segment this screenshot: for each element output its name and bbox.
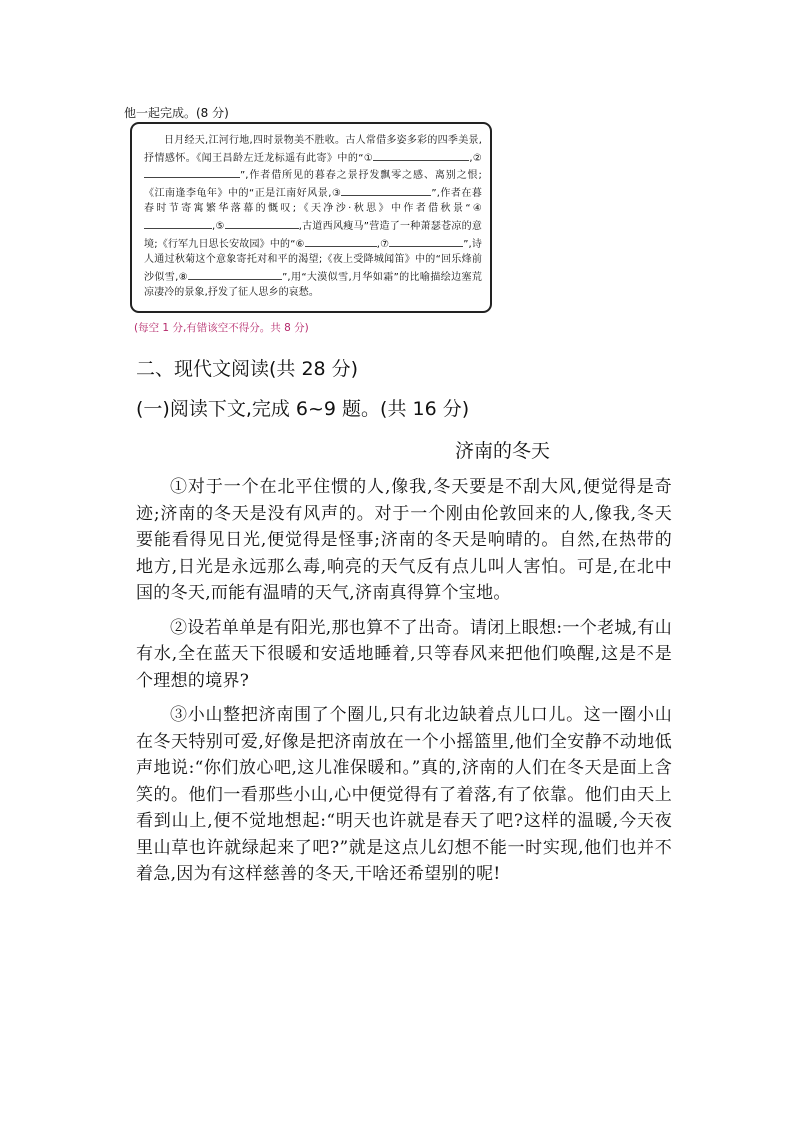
subsection-heading: (一)阅读下文,完成 6~9 题。(共 16 分) [136, 398, 470, 420]
blank-6[interactable] [305, 235, 377, 247]
blank-7[interactable] [389, 235, 463, 247]
blank-4[interactable] [144, 217, 212, 229]
passage-seg-7: ,⑦ [376, 238, 390, 250]
passage-seg-8: ”,诗人通过秋菊这个意象寄托对和平的渴望;《夜上受降城闻笛》中的“回乐烽前沙似雪,⑧ [144, 238, 482, 283]
passage-seg-5: ,⑤ [212, 220, 225, 232]
fill-in-box [130, 122, 492, 313]
passage-seg-3: ”,作者借所见的暮春之景抒发飘零之感、离别之恨;《江南逢李龟年》中的“正是江南好风景,③ [144, 170, 482, 199]
blank-1[interactable] [373, 149, 469, 161]
article-title: 济南的冬天 [455, 440, 551, 462]
scoring-note: (每空 1 分,有错该空不得分。共 8 分) [134, 322, 309, 334]
intro-line: 他一起完成。(8 分) [124, 106, 229, 120]
blank-5[interactable] [225, 217, 299, 229]
article-body [136, 474, 672, 896]
paragraph-1: ①对于一个在北平住惯的人,像我,冬天要是不刮大风,便觉得是奇迹;济南的冬天是没有风声的。对于一个刚由伦敦回来的人,像我,冬天要能看得见日光,便觉得是怪事;济南的冬天是响晴的。自然,在热带的地方,日光是永远那么毒,响亮的天气反有点儿叫人害怕。可是,在北中国的冬天,而能有温晴的天气,济南真得算个宝地。 [136, 477, 672, 603]
blank-3[interactable] [341, 184, 431, 196]
fill-in-passage [144, 133, 482, 301]
blank-2[interactable] [144, 166, 240, 178]
passage-seg-1: 日月经天,江河行地,四时景物美不胜收。古人常借多姿多彩的四季美景,抒情感怀。《闻王昌龄左迁龙标遥有此寄》中的“① [144, 135, 482, 164]
paragraph-3: ③小山整把济南围了个圈儿,只有北边缺着点儿口儿。这一圈小山在冬天特别可爱,好像是把济南放在一个小摇篮里,他们全安静不动地低声地说:“你们放心吧,这儿准保暖和。”真的,济南的人们在冬天是面上含笑的。他们一看那些小山,心中便觉得有了着落,有了依靠。他们由天上看到山上,便不觉地想起:“明天也许就是春天了吧?这样的温暖,今天夜里山草也许就绿起来了吧?”就是这点儿幻想不能一时实现,他们也并不着急,因为有这样慈善的冬天,干啥还希望别的呢! [136, 705, 672, 884]
passage-seg-6: ,古道西风瘦马”营造了一种萧瑟苍凉的意境;《行军九日思长安故园》中的“⑥ [144, 220, 482, 250]
section-heading: 二、现代文阅读(共 28 分) [136, 358, 359, 380]
paragraph-2: ②设若单单是有阳光,那也算不了出奇。请闭上眼想:一个老城,有山有水,全在蓝天下很暖和安适地睡着,只等春风来把他们唤醒,这是不是个理想的境界? [136, 617, 672, 691]
blank-8[interactable] [188, 268, 282, 280]
passage-seg-9: ”,用“大漠似雪,月华如霜”的比喻描绘边塞荒凉凄冷的景象,抒发了征人思乡的哀愁。 [144, 271, 482, 299]
passage-seg-2: ,② [469, 152, 482, 164]
passage-seg-4: ”,作者在暮春时节寄寓繁华落幕的慨叹;《天净沙·秋思》中作者借秋景“④ [144, 187, 482, 215]
